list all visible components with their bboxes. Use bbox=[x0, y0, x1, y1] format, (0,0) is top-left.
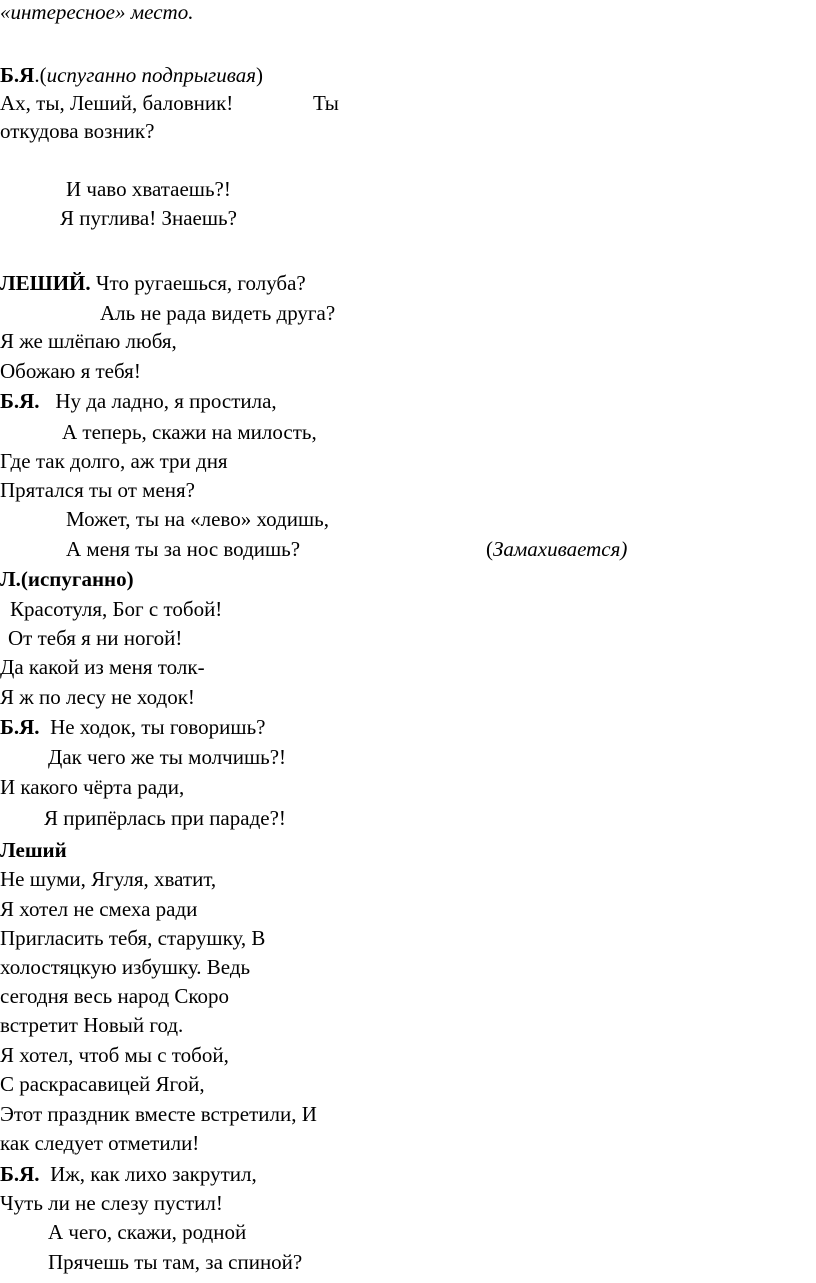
line-text: Не ходок, ты говоришь? bbox=[39, 715, 266, 739]
text-line bbox=[0, 449, 816, 473]
text-line bbox=[0, 63, 816, 87]
line-text: Я хотел не смеха ради bbox=[0, 897, 198, 921]
line-text: А меня ты за нос водишь? bbox=[66, 537, 301, 561]
text-line bbox=[0, 1072, 816, 1096]
text-line bbox=[0, 271, 816, 295]
line-text: холостяцкую избушку. Ведь bbox=[0, 955, 251, 979]
speaker-label: Л.(испуганно) bbox=[0, 567, 134, 591]
speaker-label: ЛЕШИЙ. bbox=[0, 271, 91, 295]
text-line bbox=[48, 1220, 816, 1244]
line-text: ) bbox=[255, 63, 263, 87]
line-text: От тебя я ни ногой! bbox=[8, 626, 183, 650]
text-line bbox=[10, 597, 816, 621]
text-line bbox=[0, 655, 816, 679]
text-line bbox=[0, 1013, 816, 1037]
line-text: Не шуми, Ягуля, хватит, bbox=[0, 867, 217, 891]
text-line bbox=[66, 507, 816, 531]
text-line bbox=[66, 177, 816, 201]
line-text: Прятался ты от меня? bbox=[0, 478, 195, 502]
text-line bbox=[0, 478, 816, 502]
line-text: Обожаю я тебя! bbox=[0, 359, 141, 383]
text-line bbox=[0, 1102, 816, 1126]
text-line bbox=[0, 838, 816, 862]
line-text: Дак чего же ты молчишь?! bbox=[48, 745, 287, 769]
line-text: Я хотел, чтоб мы с тобой, bbox=[0, 1043, 229, 1067]
line-text: Да какой из меня толк- bbox=[0, 655, 205, 679]
line-text: Ах, ты, Леший, баловник! bbox=[0, 91, 234, 115]
line-text: Красотуля, Бог с тобой! bbox=[10, 597, 223, 621]
line-text: Что ругаешься, голуба? bbox=[90, 271, 306, 295]
speaker-label: Леший bbox=[0, 838, 67, 862]
line-text: И какого чёрта ради, bbox=[0, 775, 185, 799]
text-line bbox=[0, 1043, 816, 1067]
line-text: А чего, скажи, родной bbox=[48, 1220, 247, 1244]
stage-direction: испуганно подпрыгивая bbox=[46, 63, 256, 87]
text-line bbox=[66, 537, 816, 561]
text-line bbox=[8, 626, 816, 650]
text-line bbox=[0, 1162, 816, 1186]
text-line bbox=[0, 775, 816, 799]
line-text: сегодня весь народ Скоро bbox=[0, 984, 230, 1008]
line-text: Ну да ладно, я простила, bbox=[39, 389, 277, 413]
text-line bbox=[0, 715, 816, 739]
line-text: С раскрасавицей Ягой, bbox=[0, 1072, 205, 1096]
line-text: Пригласить тебя, старушку, В bbox=[0, 926, 266, 950]
line-text: Иж, как лихо закрутил, bbox=[39, 1162, 257, 1186]
line-text: ( bbox=[486, 537, 493, 561]
text-line bbox=[0, 984, 816, 1008]
text-line bbox=[0, 897, 816, 921]
line-text: Может, ты на «лево» ходишь, bbox=[66, 507, 329, 531]
line-text: Аль не рада видеть друга? bbox=[100, 301, 336, 325]
line-text: Я ж по лесу не ходок! bbox=[0, 685, 195, 709]
line-text: Чуть ли не слезу пустил! bbox=[0, 1191, 223, 1215]
line-text: И чаво хватаешь?! bbox=[66, 177, 231, 201]
text-line bbox=[0, 91, 816, 115]
line-text: Где так долго, аж три дня bbox=[0, 449, 228, 473]
line-text: Этот праздник вместе встретили, И bbox=[0, 1102, 317, 1126]
text-line bbox=[0, 119, 816, 143]
text-line bbox=[62, 420, 816, 444]
stage-direction: Замахивается) bbox=[493, 537, 628, 561]
text-line bbox=[44, 806, 816, 830]
text-line bbox=[0, 867, 816, 891]
speaker-label: Б.Я. bbox=[0, 715, 40, 739]
text-line bbox=[0, 0, 816, 24]
text-line bbox=[0, 926, 816, 950]
stage-direction: «интересное» место. bbox=[0, 0, 194, 24]
line-segment bbox=[313, 91, 339, 115]
speaker-label: Б.Я bbox=[0, 63, 35, 87]
text-line bbox=[0, 359, 816, 383]
line-segment bbox=[486, 537, 627, 561]
line-text: как следует отметили! bbox=[0, 1131, 200, 1155]
text-line bbox=[0, 955, 816, 979]
text-line bbox=[48, 1250, 816, 1274]
text-line bbox=[0, 685, 816, 709]
line-text: А теперь, скажи на милость, bbox=[62, 420, 317, 444]
line-text: Прячешь ты там, за спиной? bbox=[48, 1250, 303, 1274]
text-line bbox=[0, 1131, 816, 1155]
text-line bbox=[48, 745, 816, 769]
text-line bbox=[0, 567, 816, 591]
text-line bbox=[60, 206, 816, 230]
line-text: .( bbox=[34, 63, 47, 87]
text-line bbox=[0, 389, 816, 413]
text-line bbox=[100, 301, 816, 325]
line-text: Я припёрлась при параде?! bbox=[44, 806, 286, 830]
text-line bbox=[0, 1191, 816, 1215]
line-text: Я же шлёпаю любя, bbox=[0, 329, 177, 353]
speaker-label: Б.Я. bbox=[0, 1162, 40, 1186]
line-text: Я пуглива! Знаешь? bbox=[60, 206, 237, 230]
line-text: Ты bbox=[313, 91, 339, 115]
text-line bbox=[0, 329, 816, 353]
line-text: встретит Новый год. bbox=[0, 1013, 184, 1037]
line-text: откудова возник? bbox=[0, 119, 155, 143]
speaker-label: Б.Я. bbox=[0, 389, 40, 413]
